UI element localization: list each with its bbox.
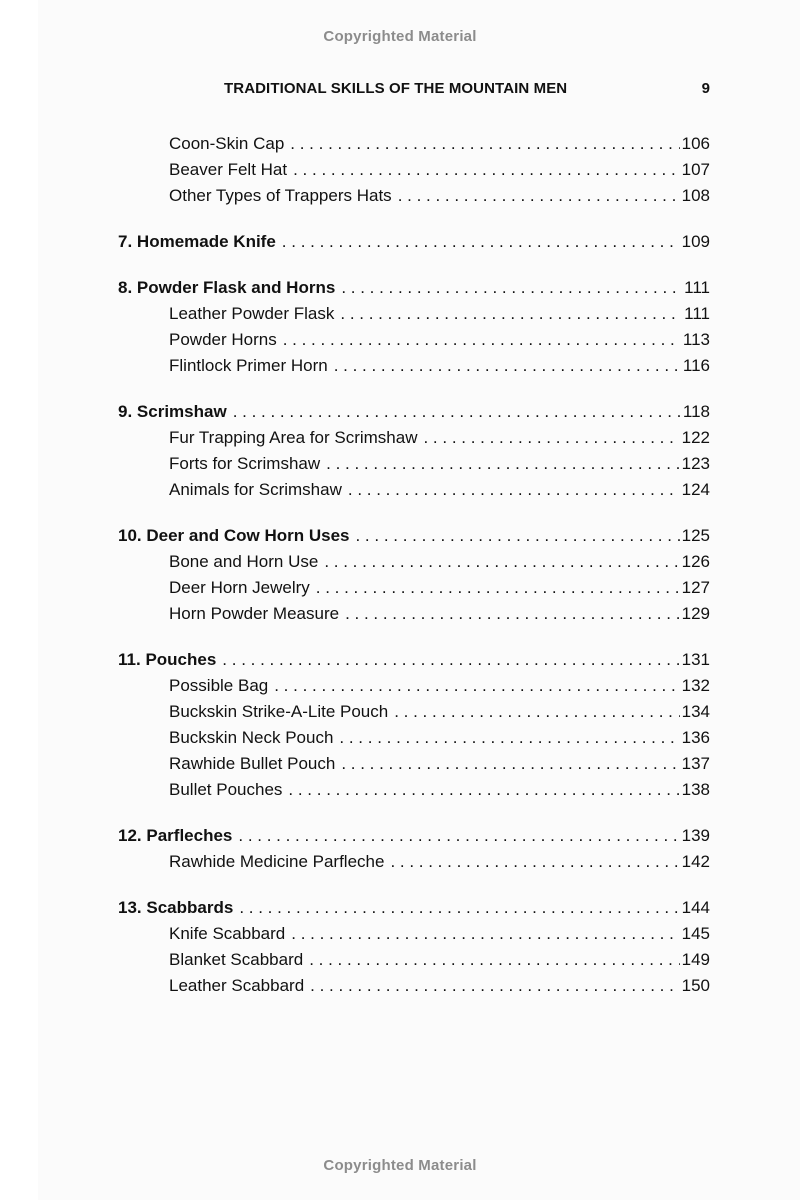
toc-sub-entry <box>118 601 710 627</box>
entry-title: Deer Horn Jewelry <box>169 578 310 597</box>
toc-sub-entry <box>118 575 710 601</box>
entry-page: 126 <box>681 552 710 571</box>
toc-section <box>118 229 710 255</box>
entry-title: Buckskin Neck Pouch <box>169 728 334 747</box>
chapter-page: 111 <box>684 278 710 297</box>
chapter-title: Powder Flask and Horns <box>136 278 336 297</box>
chapter-page: 118 <box>682 402 710 421</box>
dot-leader <box>282 777 679 803</box>
running-head <box>118 80 710 100</box>
chapter-number: 11. <box>118 650 141 669</box>
entry-title: Knife Scabbard <box>169 924 286 943</box>
entry-page: 150 <box>681 976 710 995</box>
dot-leader <box>216 647 679 673</box>
entry-page: 137 <box>681 754 710 773</box>
entry-page: 111 <box>684 304 710 323</box>
dot-leader <box>392 183 680 209</box>
entry-page: 116 <box>682 356 710 375</box>
entry-title: Beaver Felt Hat <box>169 160 288 179</box>
entry-page: 129 <box>681 604 710 623</box>
dot-leader <box>233 895 679 921</box>
chapter-number: 13. <box>118 898 142 917</box>
entry-title: Leather Scabbard <box>169 976 305 995</box>
watermark-bottom: Copyrighted Material <box>323 1157 477 1174</box>
chapter-page: 109 <box>681 232 710 251</box>
toc-section <box>118 647 710 803</box>
entry-page: 113 <box>682 330 710 349</box>
page-number: 9 <box>701 80 710 97</box>
dot-leader <box>227 399 681 425</box>
toc-section <box>118 275 710 379</box>
entry-title: Bone and Horn Use <box>169 552 319 571</box>
toc-section <box>118 399 710 503</box>
chapter-number: 7. <box>118 232 133 251</box>
entry-title: Fur Trapping Area for Scrimshaw <box>169 428 418 447</box>
entry-title: Possible Bag <box>169 676 269 695</box>
toc-section <box>118 131 710 209</box>
entry-title: Flintlock Primer Horn <box>169 356 328 375</box>
toc-chapter-entry <box>118 229 710 255</box>
entry-page: 123 <box>681 454 710 473</box>
chapter-number: 8. <box>118 278 133 297</box>
dot-leader <box>335 275 682 301</box>
chapter-number: 9. <box>118 402 133 421</box>
entry-title: Rawhide Medicine Parfleche <box>169 852 385 871</box>
toc-sub-entry <box>118 973 710 999</box>
entry-title: Buckskin Strike-A-Lite Pouch <box>169 702 389 721</box>
watermark-top: Copyrighted Material <box>323 28 477 45</box>
toc-chapter-entry <box>118 275 710 301</box>
chapter-page: 144 <box>681 898 710 917</box>
chapter-page: 125 <box>681 526 710 545</box>
chapter-title: Deer and Cow Horn Uses <box>146 526 350 545</box>
entry-page: 108 <box>681 186 710 205</box>
dot-leader <box>303 947 679 973</box>
entry-page: 122 <box>681 428 710 447</box>
toc-sub-entry <box>118 301 710 327</box>
entry-page: 138 <box>681 780 710 799</box>
dot-leader <box>287 157 680 183</box>
toc-sub-entry <box>118 183 710 209</box>
entry-page: 149 <box>681 950 710 969</box>
toc-section <box>118 823 710 875</box>
entry-title: Horn Powder Measure <box>169 604 340 623</box>
entry-page: 107 <box>681 160 710 179</box>
entry-page: 127 <box>681 578 710 597</box>
toc-sub-entry <box>118 725 710 751</box>
toc-sub-entry <box>118 157 710 183</box>
chapter-title: Parfleches <box>146 826 233 845</box>
toc-sub-entry <box>118 327 710 353</box>
chapter-title: Scrimshaw <box>136 402 227 421</box>
entry-title: Other Types of Trappers Hats <box>169 186 392 205</box>
toc-section <box>118 895 710 999</box>
entry-page: 106 <box>681 134 710 153</box>
chapter-page: 139 <box>681 826 710 845</box>
toc-sub-entry <box>118 353 710 379</box>
toc-sub-entry <box>118 921 710 947</box>
entry-title: Blanket Scabbard <box>169 950 304 969</box>
toc-sub-entry <box>118 947 710 973</box>
dot-leader <box>310 575 680 601</box>
dot-leader <box>349 523 679 549</box>
dot-leader <box>320 451 679 477</box>
toc-sub-entry <box>118 673 710 699</box>
dot-leader <box>232 823 679 849</box>
dot-leader <box>339 601 680 627</box>
chapter-page: 131 <box>681 650 710 669</box>
dot-leader <box>284 131 679 157</box>
dot-leader <box>268 673 679 699</box>
toc-sub-entry <box>118 849 710 875</box>
toc-section <box>118 523 710 627</box>
dot-leader <box>334 301 682 327</box>
entry-title: Rawhide Bullet Pouch <box>169 754 336 773</box>
toc-sub-entry <box>118 549 710 575</box>
chapter-number: 10. <box>118 526 142 545</box>
dot-leader <box>417 425 679 451</box>
toc-sub-entry <box>118 777 710 803</box>
dot-leader <box>318 549 679 575</box>
entry-page: 124 <box>681 480 710 499</box>
chapter-title: Scabbards <box>146 898 234 917</box>
toc-chapter-entry <box>118 523 710 549</box>
entry-title: Bullet Pouches <box>169 780 283 799</box>
toc-sub-entry <box>118 477 710 503</box>
chapter-title: Pouches <box>145 650 217 669</box>
dot-leader <box>304 973 679 999</box>
dot-leader <box>285 921 679 947</box>
dot-leader <box>388 699 679 725</box>
toc-chapter-entry <box>118 823 710 849</box>
dot-leader <box>328 353 681 379</box>
toc-sub-entry <box>118 425 710 451</box>
entry-title: Powder Horns <box>169 330 277 349</box>
dot-leader <box>277 327 681 353</box>
entry-page: 134 <box>681 702 710 721</box>
table-of-contents <box>118 131 710 1019</box>
toc-chapter-entry <box>118 895 710 921</box>
entry-title: Leather Powder Flask <box>169 304 335 323</box>
entry-page: 132 <box>681 676 710 695</box>
entry-page: 136 <box>681 728 710 747</box>
toc-sub-entry <box>118 451 710 477</box>
toc-sub-entry <box>118 699 710 725</box>
entry-page: 142 <box>681 852 710 871</box>
toc-chapter-entry <box>118 647 710 673</box>
dot-leader <box>333 725 679 751</box>
entry-title: Animals for Scrimshaw <box>169 480 342 499</box>
dot-leader <box>384 849 679 875</box>
toc-chapter-entry <box>118 399 710 425</box>
dot-leader <box>276 229 680 255</box>
toc-sub-entry <box>118 131 710 157</box>
dot-leader <box>342 477 680 503</box>
toc-sub-entry <box>118 751 710 777</box>
dot-leader <box>335 751 679 777</box>
chapter-title: Homemade Knife <box>136 232 276 251</box>
entry-page: 145 <box>681 924 710 943</box>
chapter-number: 12. <box>118 826 142 845</box>
running-head-title: TRADITIONAL SKILLS OF THE MOUNTAIN MEN <box>224 80 568 97</box>
entry-title: Coon-Skin Cap <box>169 134 285 153</box>
entry-title: Forts for Scrimshaw <box>169 454 321 473</box>
